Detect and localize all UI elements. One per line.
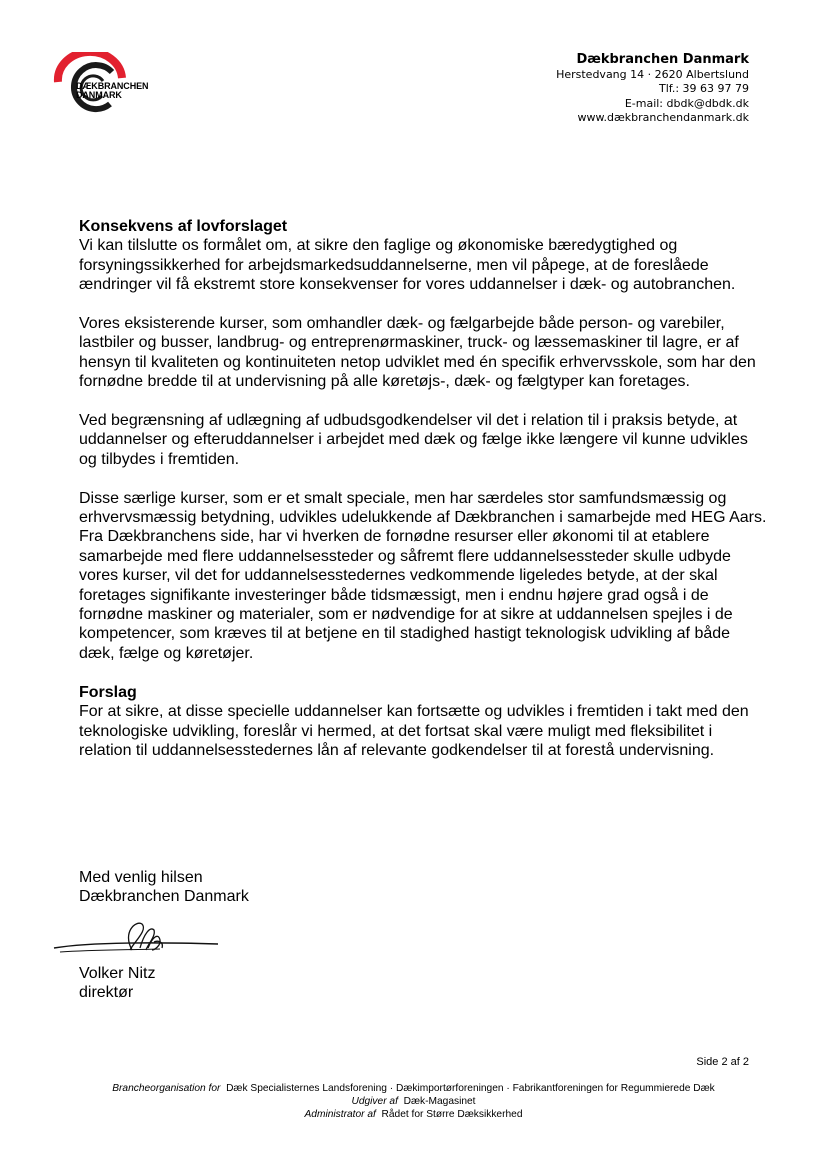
signer-name: Volker Nitz bbox=[79, 965, 156, 982]
logo-line-2: DANMARK bbox=[76, 90, 122, 100]
logo-wordmark bbox=[76, 82, 148, 100]
paragraph: Vores eksisterende kurser, som omhandler dæk- og fælgarbejde både person- og varebiler, lastbiler og busser, landbrug- og entreprenørmaskiner, truck- og læssemaskiner til lagre, er af hensyn til kvaliteten og kontinuiteten netop udviklet med én specifik erhvervsskole, som har den fornødne bredde til at undervisning på alle køretøjs-, dæk- og fælgtyper kan foretages. bbox=[79, 315, 756, 391]
footer-label: Brancheorganisation for bbox=[112, 1083, 221, 1094]
footer-label: Administrator af bbox=[304, 1109, 376, 1120]
handwritten-signature bbox=[50, 912, 220, 962]
paragraph: For at sikre, at disse specielle uddannelser kan fortsætte og udvikles i fremtiden i takt med den teknologiske udvikling, foreslår vi hermed, at det fortsat skal være muligt med fleksibilitet i relation til uddannelsesstedernes lån af relevante godkendelser til at forestå undervisning. bbox=[79, 703, 749, 759]
letterhead-email: E-mail: dbdk@dbdk.dk bbox=[624, 96, 749, 110]
footer-label: Udgiver af bbox=[351, 1096, 398, 1107]
greeting: Med venlig hilsen bbox=[79, 869, 203, 886]
section-heading-proposal: Forslag bbox=[79, 683, 137, 701]
letterhead-org-name: Dækbranchen Danmark bbox=[576, 52, 749, 67]
footer bbox=[0, 1082, 827, 1121]
page-number: Side 2 af 2 bbox=[696, 1056, 749, 1068]
letterhead-phone: Tlf.: 39 63 97 79 bbox=[658, 82, 749, 96]
sender-org: Dækbranchen Danmark bbox=[79, 888, 249, 906]
letterhead-website: www.dækbranchendanmark.dk bbox=[577, 111, 749, 125]
footer-text: Dæk-Magasinet bbox=[403, 1096, 476, 1107]
paragraph: Vi kan tilslutte os formålet om, at sikre den faglige og økonomiske bæredygtighed og forsyningssikkerhed for arbejdsmarkedsuddannelserne, men vil påpege, at de foreslåede ændringer vil få ekstremt store konsekvenser for vores uddannelser i dæk- og autobranchen. bbox=[79, 237, 736, 294]
footer-text: Rådet for Større Dæksikkerhed bbox=[381, 1109, 523, 1120]
letterhead bbox=[556, 52, 749, 126]
letter-body bbox=[79, 217, 769, 760]
footer-text: Dæk Specialisternes Landsforening · Dækimportørforeningen · Fabrikantforeningen for Regummierede Dæk bbox=[226, 1083, 715, 1094]
paragraph: Disse særlige kurser, som er et smalt speciale, men har særdeles stor samfundsmæssig og erhvervsmæssig betydning, udvikles udelukkende af Dækbranchen i samarbejde med HEG Aars. Fra Dækbranchens side, har vi hverken de fornødne resurser eller økonomi til at etablere samarbejde med flere uddannelsessteder og såfremt flere uddannelsessteder skulle udbyde vores kurser, vil det for uddannelsesstedernes vedkommende ligeledes betyde, at der skal foretages signifikante investeringer både tidsmæssigt, men i endnu højere grad også i de fornødne maskiner og materialer, som er nødvendige for at sikre at uddannelsen spejles i de kompetencer, som kræves til at betjene en til stadighed hastigt teknologisk udvikling af både dæk, fælge og køretøjer. bbox=[79, 489, 767, 662]
sign-off bbox=[79, 868, 249, 907]
footer-line-1 bbox=[0, 1082, 827, 1095]
logo-line-1: DÆKBRANCHEN bbox=[76, 81, 149, 91]
signer-block bbox=[79, 964, 155, 1003]
letterhead-address: Herstedvang 14 · 2620 Albertslund bbox=[556, 68, 749, 81]
signer-title: direktør bbox=[79, 984, 134, 1002]
paragraph: Ved begrænsning af udlægning af udbudsgodkendelser vil det i relation til i praksis betyde, at uddannelser og efteruddannelser i arbejdet med dæk og fælge ikke længere vil kunne udvikles og tilbydes i fremtiden. bbox=[79, 412, 748, 468]
section-heading-consequences: Konsekvens af lovforslaget bbox=[79, 218, 288, 235]
footer-line-3 bbox=[0, 1108, 827, 1121]
footer-line-2 bbox=[0, 1095, 827, 1108]
